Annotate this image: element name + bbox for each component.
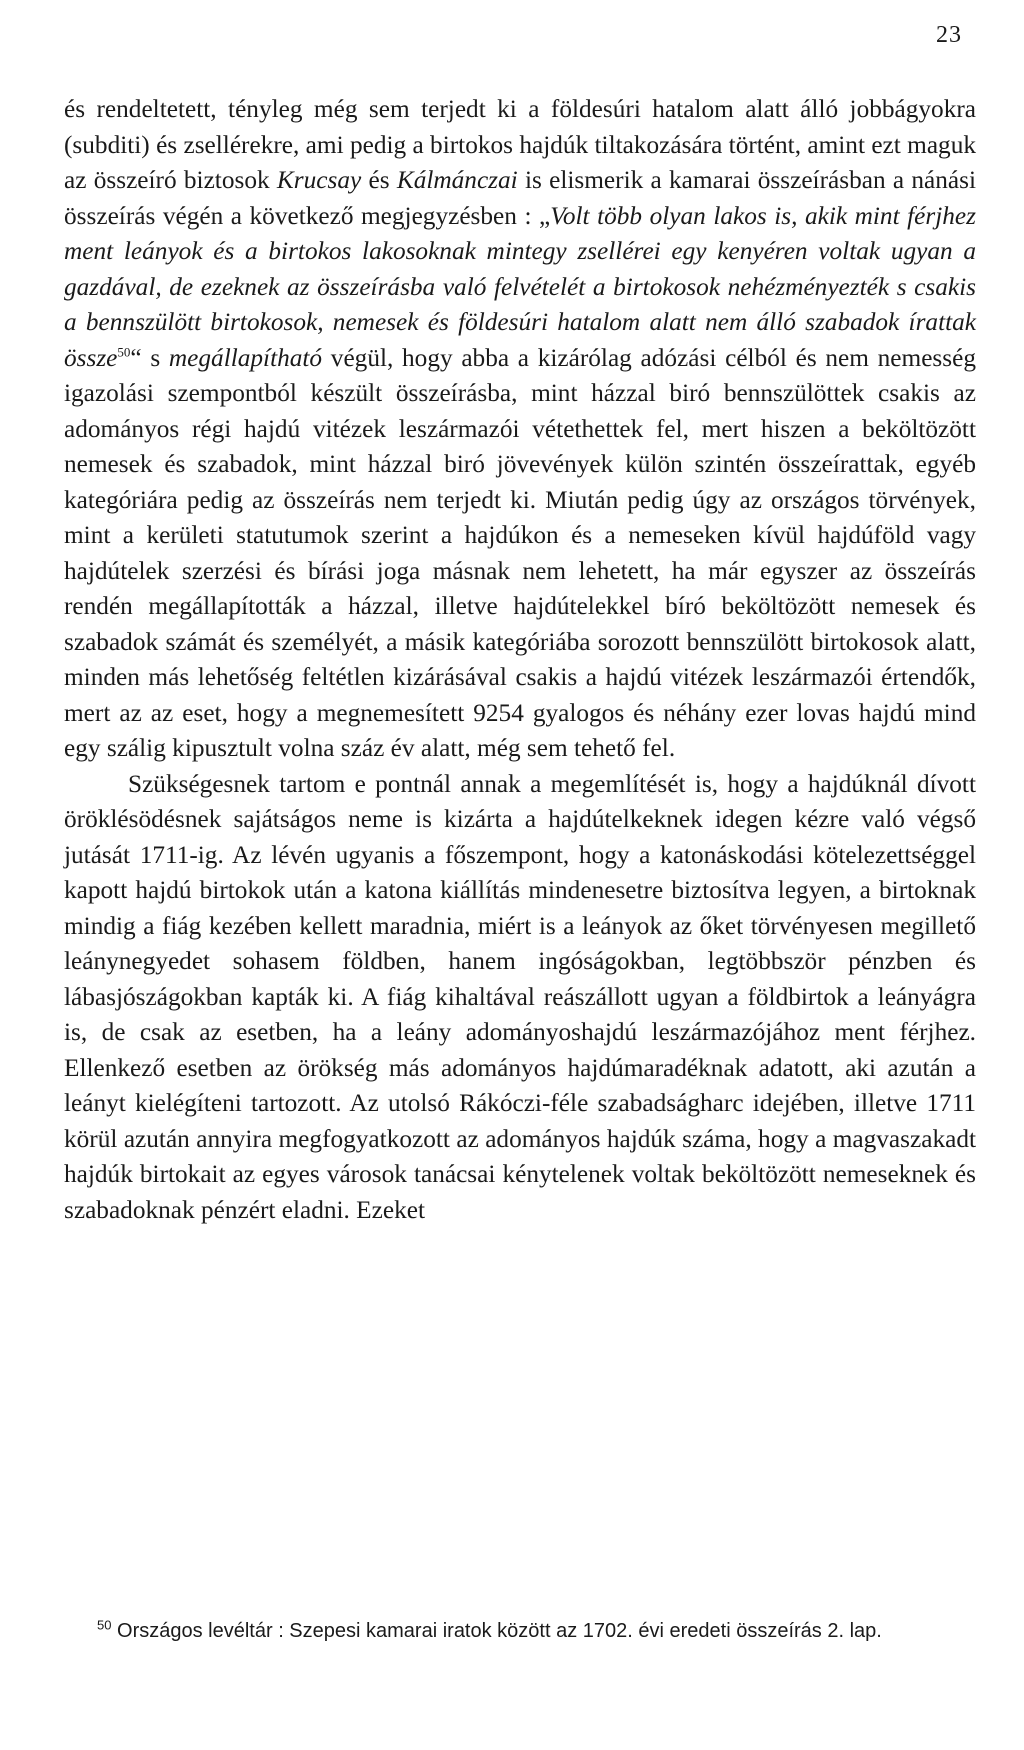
paragraph-1-text-c: is elismerik a kamarai összeírásban a nánási összeírás végén a következő megjegyzésben : „ bbox=[64, 166, 976, 230]
paragraph-1-text-d: “ s bbox=[130, 343, 169, 372]
paragraph-2: Szükségesnek tartom e pontnál annak a megemlítését is, hogy a hajdúknál dívott öröklésödésnek sajátságos neme is kizárta a hajdútelkeknek idegen kézre való végső jutását 1711-ig. Az lévén ugyanis a főszempont, hogy a katonáskodási kötelezettséggel kapott hajdú birtokok után a katona kiállítás mindenesetre biztosítva legyen, a birtoknak mindig a fiág kezében kellett maradnia, miért is a leányok az őket törvényesen megillető leánynegyedet sohasem földben, hanem ingóságokban, legtöbbször pénzben és lábasjószágokban kapták ki. A fiág kihaltával reászállott ugyan a földbirtok a leányágra is, de csak az esetben, ha a leány adományoshajdú leszármazójához ment férjhez. Ellenkező esetben az örökség más adományos hajdúmaradéknak adatott, aki azután a leányt kielégíteni tartozott. Az utolsó Rákóczi-féle szabadságharc idejében, illetve 1711 körül azután annyira megfogyatkozott az adományos hajdúk száma, hogy a magvaszakadt hajdúk birtokait az egyes városok tanácsai kénytelenek voltak beköltözött nemeseknek és szabadoknak pénzért eladni. Ezeket bbox=[64, 769, 976, 1224]
emphasized-term: megállapítható bbox=[168, 343, 323, 372]
name-krucsay: Krucsay bbox=[276, 166, 362, 194]
paragraph-1-text-a: és rendeltetett, tényleg még sem terjedt ki a földesúri hatalom alatt álló jobbágyokra (subditi) és zsellérekre, ami pedig a birtokos hajdúk tiltakozására történt, amint ezt maguk az összeíró biztosok bbox=[64, 95, 976, 194]
footnote-reference: 50 bbox=[117, 344, 131, 360]
footnote-marker: 50 bbox=[97, 1617, 112, 1633]
footnote-line bbox=[64, 1617, 976, 1646]
page-number: 23 bbox=[936, 22, 962, 48]
paragraph-1 bbox=[64, 92, 976, 767]
footnote bbox=[64, 1617, 976, 1646]
paragraph-1-text-b: és bbox=[361, 166, 397, 194]
quoted-passage: Volt több olyan lakos is, akik mint férjhez ment leányok és a birtokos lakosoknak mintegy zsellérei egy kenyéren voltak ugyan a gazdával, de ezeknek az összeírásba való felvételét a birtokosok nehézményezték s csakis a bennszülött birtokosok, nemesek és földesúri hatalom alatt nem álló szabadok írattak össze bbox=[64, 201, 976, 372]
footnote-text: Országos levéltár : Szepesi kamarai iratok között az 1702. évi eredeti összeírás 2. lap. bbox=[111, 1620, 882, 1642]
main-text bbox=[64, 92, 976, 1228]
paragraph-1-text-e: végül, hogy abba a kizárólag adózási célból és nem nemesség igazolási szempontból készült összeírásba, mint házzal biró bennszülöttek csakis az adományos régi hajdú vitézek leszármazói vétethettek fel, mert hiszen a beköltözött nemesek és szabadok, mint házzal biró jövevények külön szintén összeírattak, egyéb kategóriára pedig az összeírás nem terjedt ki. Miután pedig úgy az országos törvények, mint a kerületi statutumok szerint a hajdúkon és a nemeseken kívül hajdúföld vagy hajdútelek szerzési és bírási joga másnak nem lehetett, ha már egyszer az összeírás rendén megállapították a házzal, illetve hajdútelekkel bíró beköltözött nemesek és szabadok számát és személyét, a másik kategóriába sorozott bennszülött birtokosok alatt, minden más lehetőség feltétlen kizárásával csakis a hajdú vitézek leszármazói értendők, mert az az eset, hogy a megnemesített 9254 gyalogos és néhány ezer lovas hajdú mind egy szálig kipusztult volna száz év alatt, még sem tehető fel. bbox=[64, 343, 976, 762]
name-kalmanczai: Kálmánczai bbox=[396, 166, 518, 194]
